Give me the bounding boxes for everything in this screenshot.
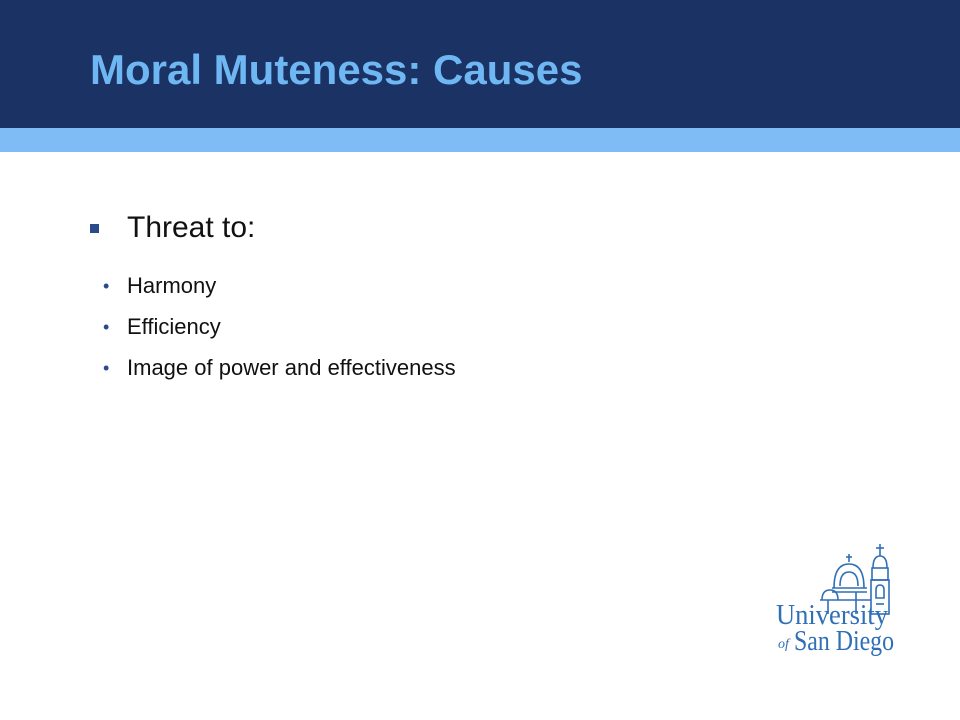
university-logo <box>772 540 902 660</box>
dot-bullet-icon: • <box>103 276 110 296</box>
sub-bullet-efficiency <box>103 312 221 342</box>
sub-bullet-image <box>103 353 456 383</box>
logo-of-text: of <box>778 637 789 652</box>
sub-bullet-text: Image of power and effectiveness <box>127 355 456 380</box>
logo-san-diego-text: San Diego <box>794 626 894 657</box>
slide-title: Moral Muteness: Causes <box>90 46 583 93</box>
sub-bullet-harmony <box>103 271 216 301</box>
sub-bullet-text: Harmony <box>127 273 217 298</box>
dot-bullet-icon: • <box>103 317 110 337</box>
square-bullet-icon <box>90 224 99 233</box>
main-bullet-text: Threat to: <box>127 211 256 244</box>
main-bullet <box>90 208 255 248</box>
logo-university-text: University <box>776 599 889 631</box>
dot-bullet-icon: • <box>103 358 110 378</box>
sub-bullet-text: Efficiency <box>127 314 221 339</box>
